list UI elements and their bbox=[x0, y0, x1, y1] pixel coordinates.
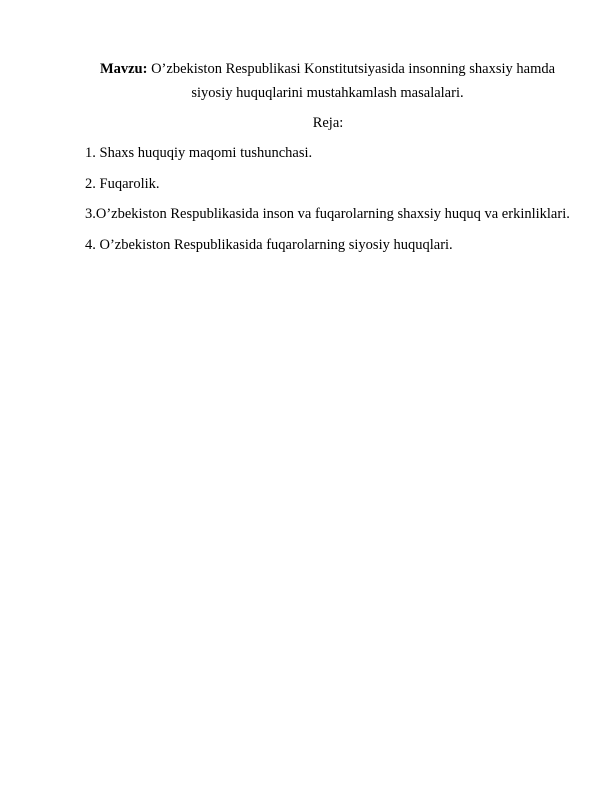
plan-item: 4. O’zbekiston Respublikasida fuqarolarning siyosiy huquqlari. bbox=[85, 236, 453, 253]
plan-item: 3.O’zbekiston Respublikasida inson va fuqarolarning shaxsiy huquq va erkinliklari. bbox=[85, 206, 570, 222]
plan-list bbox=[85, 144, 570, 266]
topic-label: Mavzu: bbox=[99, 61, 148, 77]
plan-heading: Reja: bbox=[312, 115, 344, 131]
plan-item: 2. Fuqarolik. bbox=[85, 175, 160, 192]
topic-text: O’zbekiston Respublikasi Konstitutsiyasida insonning shaxsiy hamda siyosiy huquqlarini mustahkamlash masalalari. bbox=[151, 61, 556, 101]
plan-item: 1. Shaxs huquqiy maqomi tushunchasi. bbox=[85, 145, 313, 161]
topic-title bbox=[80, 57, 575, 105]
